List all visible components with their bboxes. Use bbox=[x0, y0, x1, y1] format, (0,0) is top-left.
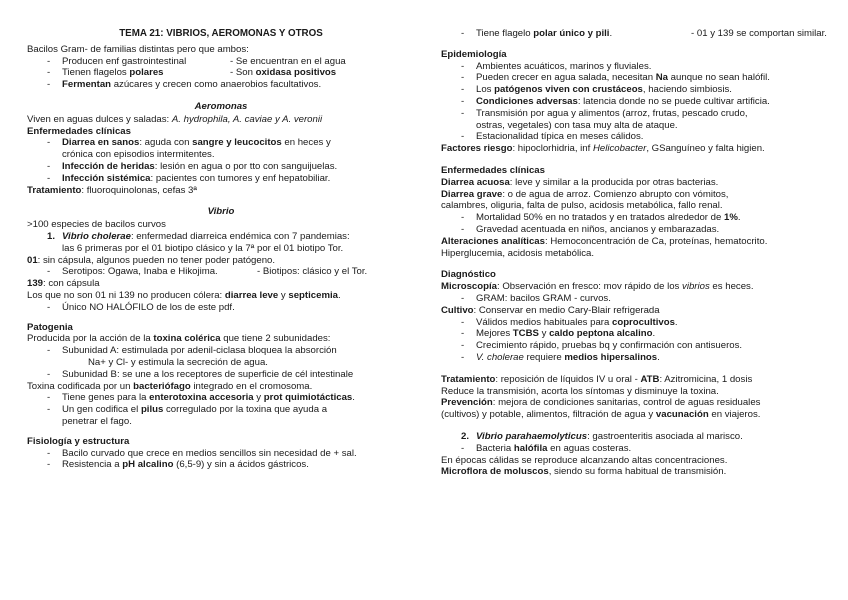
list-item: - Tienen flagelos polares - Son oxidasa positivos bbox=[27, 67, 415, 79]
section-heading-clinicas: Enfermedades clínicas bbox=[441, 164, 545, 176]
list-item: - Un gen codifica el pilus corregulado por la toxina que ayuda a bbox=[27, 404, 415, 416]
numbered-item: 1. Vibrio cholerae: enfermedad diarreica endémica con 7 pandemias: bbox=[47, 230, 350, 242]
cultivo-text: Cultivo: Conservar en medio Cary-Blair refrigerada bbox=[441, 304, 660, 316]
non-cholera-text: Los que no son 01 ni 139 no producen cólera: diarrea leve y septicemia. bbox=[27, 289, 341, 301]
list-item-cont: penetrar el fago. bbox=[62, 415, 132, 427]
list-item: - Fermentan azúcares y crecen como anaerobios facultativos. bbox=[27, 79, 415, 91]
clinical-heading: Enfermedades clínicas bbox=[27, 125, 131, 137]
prevencion-cont: (cultivos) y potable, alimentos, filtración de agua y vacunación en viajeros. bbox=[441, 409, 761, 421]
list-item: - Mortalidad 50% en no tratados y en tratados alrededor de 1%. bbox=[441, 212, 833, 224]
tratamiento-cont: Reduce la transmisión, acorta los síntomas y disminuye la toxina. bbox=[441, 385, 719, 397]
prevencion-text: Prevención: mejora de condiciones sanitarias, control de aguas residuales bbox=[441, 397, 761, 409]
list-item: - Crecimiento rápido, pruebas bq y confirmación con antisueros. bbox=[441, 340, 833, 352]
numbered-item: 2. Vibrio parahaemolyticus: gastroenteritis asociada al marisco. bbox=[461, 430, 743, 442]
page-title: TEMA 21: VIBRIOS, AEROMONAS Y OTROS bbox=[119, 28, 323, 39]
right-column bbox=[441, 28, 833, 478]
list-item: - Infección sistémica: pacientes con tumores y enf hepatobiliar. bbox=[27, 173, 415, 185]
list-item: - Bacilo curvado que crece en medios sencillos sin necesidad de + sal. bbox=[27, 448, 415, 460]
list-item: - Tiene genes para la enterotoxina accesoria y prot quimiotácticas. bbox=[27, 392, 415, 404]
alteraciones-text: Alteraciones analíticas: Hemoconcentración de Ca, proteínas, hematocrito. bbox=[441, 235, 768, 247]
list-item: - Bacteria halófila en aguas costeras. bbox=[441, 443, 833, 455]
list-item: - Diarrea en sanos: aguda con sangre y leucocitos en heces y bbox=[27, 137, 415, 149]
microflora-text: Microflora de moluscos, siendo su forma habitual de transmisión. bbox=[441, 466, 727, 478]
list-item-cont: las 6 primeras por el 01 biotipo clásico y la 7ª por el 01 biotipo Tor. bbox=[62, 242, 344, 254]
list-item: - Gravedad acentuada en niños, ancianos y embarazadas. bbox=[441, 224, 833, 236]
section-heading-epidemiologia: Epidemiología bbox=[441, 48, 507, 60]
diarrea-acuosa-text: Diarrea acuosa: leve y similar a la producida por otras bacterias. bbox=[441, 176, 719, 188]
list-item-cont: ostras, vegetales) con tasa muy alta de ataque. bbox=[476, 119, 678, 131]
list-item: - GRAM: bacilos GRAM - curvos. bbox=[441, 293, 833, 305]
alteraciones-cont: Hiperglucemia, acidosis metabólica. bbox=[441, 247, 595, 259]
o1-text: 01: sin cápsula, algunos pueden no tener poder patógeno. bbox=[27, 254, 276, 266]
list-item: - Condiciones adversas: latencia donde no se puede cultivar artificia. bbox=[441, 96, 833, 108]
section-heading-vibrio: Vibrio bbox=[207, 206, 235, 218]
list-item: - Ambientes acuáticos, marinos y fluviales. bbox=[441, 61, 833, 73]
warm-season-text: En épocas cálidas se reproduce alcanzando altas concentraciones. bbox=[441, 454, 728, 466]
left-column bbox=[27, 28, 415, 471]
list-item: - Resistencia a pH alcalino (6,5-9) y sin a ácidos gástricos. bbox=[27, 459, 415, 471]
section-heading-diagnostico: Diagnóstico bbox=[441, 269, 496, 281]
section-heading-patogenia: Patogenia bbox=[27, 321, 73, 333]
list-item-cont: Na+ y Cl- y estimula la secreción de agua. bbox=[88, 356, 268, 368]
list-item: - Subunidad B: se une a los receptores de superficie de cél intestinale bbox=[27, 369, 415, 381]
section-heading-fisiologia: Fisiología y estructura bbox=[27, 435, 130, 447]
list-item: - Estacionalidad típica en meses cálidos. bbox=[441, 131, 833, 143]
list-item: - Tiene flagelo polar único y pili. - 01 y 139 se comportan similar. bbox=[441, 28, 833, 40]
list-item: - Infección de heridas: lesión en agua o por tto con sanguijuelas. bbox=[27, 161, 415, 173]
o139-text: 139: con cápsula bbox=[27, 278, 100, 290]
tratamiento-text: Tratamiento: reposición de líquidos IV u oral - ATB: Azitromicina, 1 dosis bbox=[441, 373, 753, 385]
diarrea-grave-text: Diarrea grave: o de agua de arroz. Comienzo abrupto con vómitos, bbox=[441, 188, 729, 200]
diarrea-grave-cont: calambres, oliguria, falta de pulso, acidosis metabólica, fallo renal. bbox=[441, 200, 723, 212]
intro-text: Bacilos Gram- de familias distintas pero que ambos: bbox=[27, 43, 249, 55]
list-item: - Válidos medios habituales para coprocultivos. bbox=[441, 317, 833, 329]
list-item: - Único NO HALÓFILO de los de este pdf. bbox=[27, 302, 415, 314]
phage-text: Toxina codificada por un bacteriófago integrado en el cromosoma. bbox=[27, 380, 313, 392]
microscopia-text: Microscopía: Observación en fresco: mov rápido de los vibrios es heces. bbox=[441, 281, 754, 293]
patogenia-text: Producida por la acción de la toxina colérica que tiene 2 subunidades: bbox=[27, 333, 331, 345]
list-item: - Transmisión por agua y alimentos (arroz, frutas, pescado crudo, bbox=[441, 108, 833, 120]
list-item: - Subunidad A: estimulada por adenil-ciclasa bloquea la absorción bbox=[27, 345, 415, 357]
list-item: - Los patógenos viven con crustáceos, haciendo simbiosis. bbox=[441, 84, 833, 96]
treatment-text: Tratamiento: fluoroquinolonas, cefas 3ª bbox=[27, 184, 197, 196]
vibrio-count: >100 especies de bacilos curvos bbox=[27, 219, 166, 231]
list-item: - Producen enf gastrointestinal - Se encuentran en el agua bbox=[27, 56, 415, 68]
habitat-text: Viven en aguas dulces y saladas: A. hydrophila, A. caviae y A. veronii bbox=[27, 113, 323, 125]
risk-factors-text: Factores riesgo: hipoclorhidria, inf Helicobacter, GSanguíneo y falta higien. bbox=[441, 143, 765, 155]
list-item: - Mejores TCBS y caldo peptona alcalino. bbox=[441, 328, 833, 340]
list-item: - Pueden crecer en agua salada, necesitan Na aunque no sean halófil. bbox=[441, 72, 833, 84]
list-item-cont: crónica con episodios intermitentes. bbox=[62, 149, 215, 161]
list-item: - V. cholerae requiere medios hipersalinos. bbox=[441, 352, 833, 364]
section-heading-aeromonas: Aeromonas bbox=[194, 100, 248, 112]
list-item: - Serotipos: Ogawa, Inaba e Hikojima. - Biotipos: clásico y el Tor. bbox=[27, 266, 415, 278]
